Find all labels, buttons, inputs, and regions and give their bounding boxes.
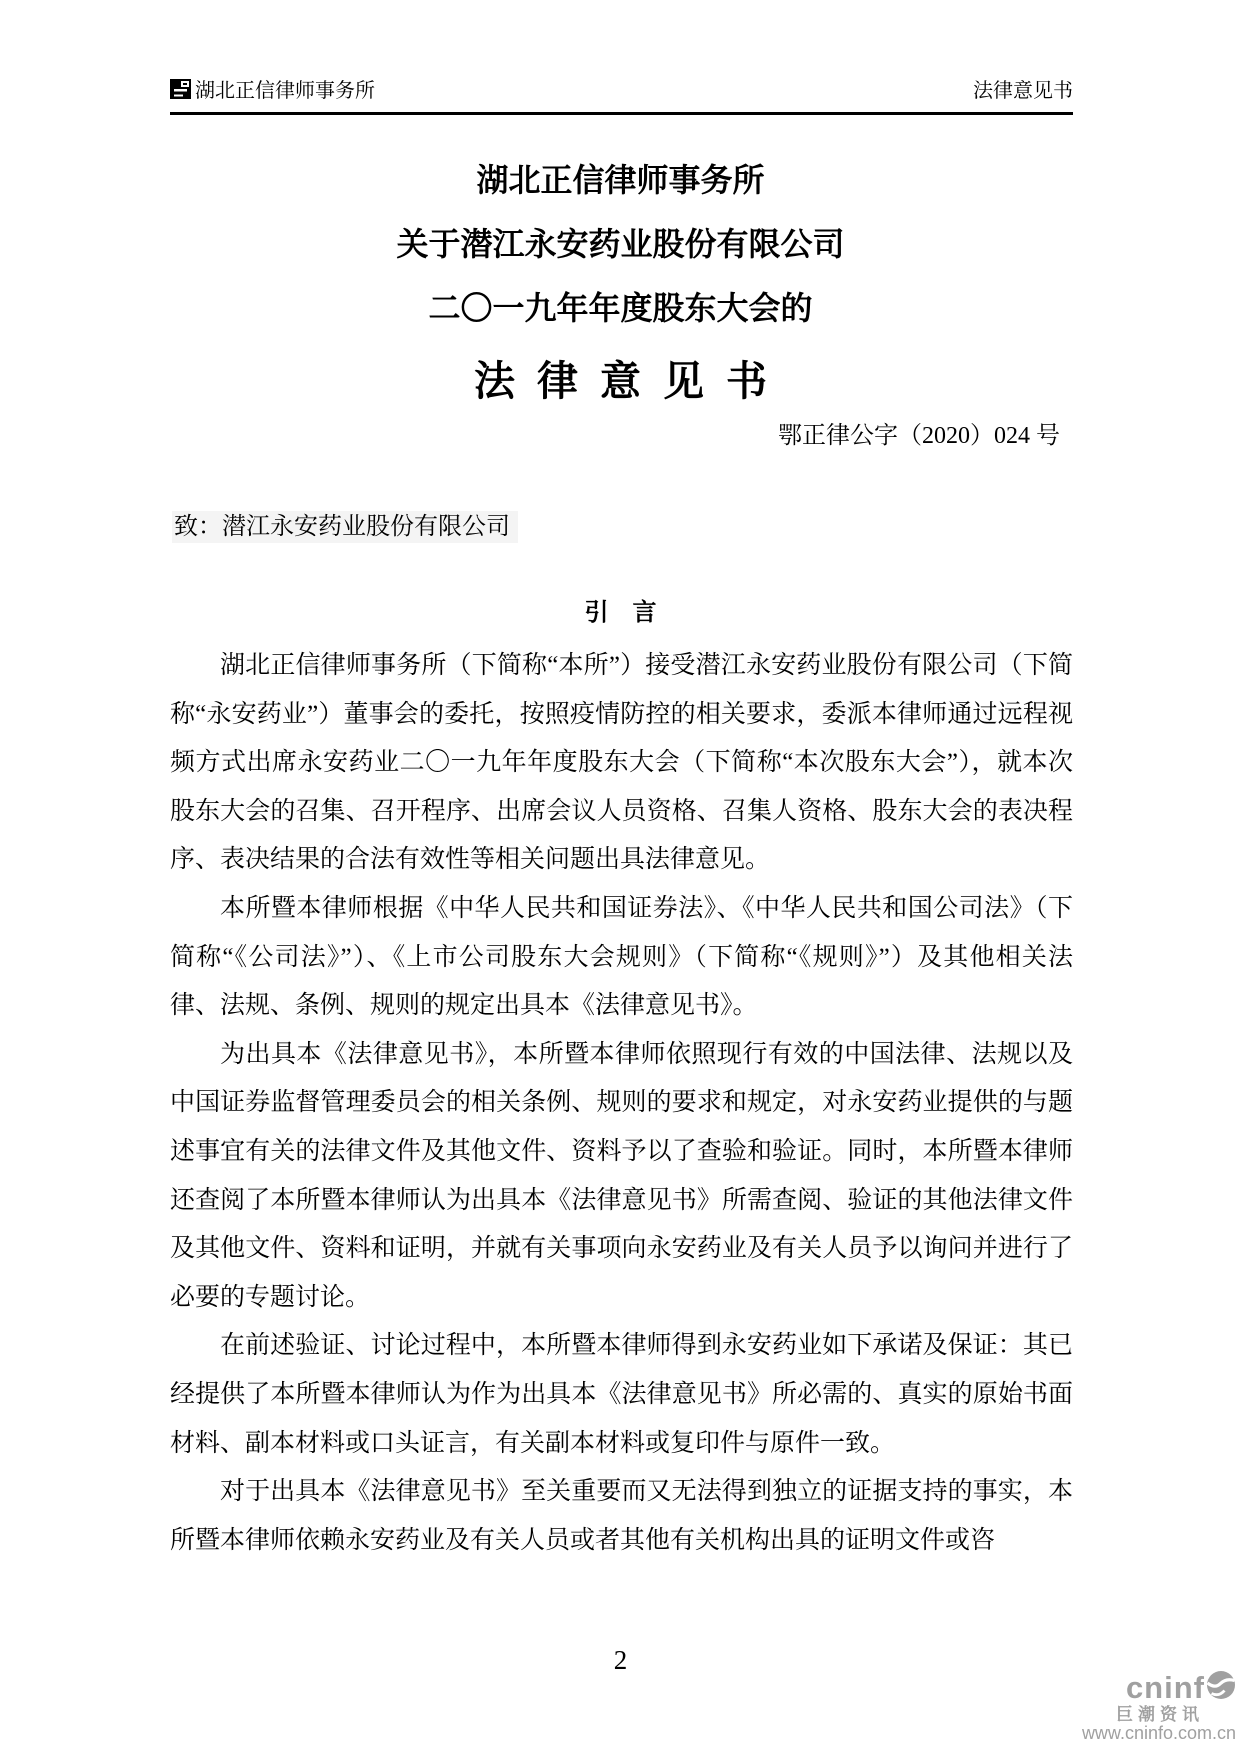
cninfo-brand-row — [1082, 1670, 1236, 1705]
title-doc-type: 法律意见书 — [474, 358, 789, 404]
cninfo-site-url: www.cninfo.com.cn — [1081, 1723, 1236, 1743]
paragraph: 本所暨本律师根据《中华人民共和国证券法》、《中华人民共和国公司法》（下简称“《公司法》”）、《上市公司股东大会规则》（下简称“《规则》”）及其他相关法律、法规、条例、规则的规定出具本《法律意见书》。 — [170, 894, 1073, 1020]
header-firm-name: 湖北正信律师事务所 — [195, 80, 375, 102]
doc-number: 鄂正律公字（2020）024 号 — [778, 423, 1060, 449]
header-firm — [170, 74, 375, 103]
cninfo-watermark — [1082, 1670, 1236, 1743]
paragraph: 对于出具本《法律意见书》至关重要而又无法得到独立的证据支持的事实，本所暨本律师依赖永安药业及有关人员或者其他有关机构出具的证明文件或咨 — [170, 1478, 1073, 1554]
title-meeting-line: 二〇一九年年度股东大会的 — [428, 290, 813, 326]
header-doc-type: 法律意见书 — [973, 80, 1073, 102]
addressee-text: 致：潜江永安药业股份有限公司 — [172, 511, 518, 543]
cninfo-site-name: 巨潮资讯 — [1116, 1705, 1204, 1724]
zhengxin-logo-icon — [170, 78, 192, 100]
cninfo-swirl-icon — [1206, 1670, 1236, 1705]
page-header — [170, 74, 1073, 103]
title-company-line: 关于潜江永安药业股份有限公司 — [396, 226, 845, 262]
body-text — [170, 642, 1073, 1565]
cninfo-brand-text: cninf — [1125, 1669, 1205, 1705]
paragraph: 在前述验证、讨论过程中，本所暨本律师得到永安药业如下承诺及保证：其已经提供了本所暨本律师认为作为出具本《法律意见书》所必需的、真实的原始书面材料、副本材料或口头证言，有关副本材料或复印件与原件一致。 — [170, 1332, 1073, 1457]
title-firm-name: 湖北正信律师事务所 — [476, 162, 765, 198]
header-rule — [170, 112, 1073, 115]
addressee-line — [172, 506, 518, 548]
title-block — [0, 148, 1241, 418]
intro-heading: 引 言 — [584, 599, 657, 626]
paragraph: 为出具本《法律意见书》，本所暨本律师依照现行有效的中国法律、法规以及中国证券监督管理委员会的相关条例、规则的要求和规定，对永安药业提供的与题述事宜有关的法律文件及其他文件、资料予以了查验和验证。同时，本所暨本律师还查阅了本所暨本律师认为出具本《法律意见书》所需查阅、验证的其他法律文件及其他文件、资料和证明，并就有关事项向永安药业及有关人员予以询问并进行了必要的专题讨论。 — [170, 1040, 1073, 1311]
paragraph: 湖北正信律师事务所（下简称“本所”）接受潜江永安药业股份有限公司（下简称“永安药业”）董事会的委托，按照疫情防控的相关要求，委派本律师通过远程视频方式出席永安药业二〇一九年年度股东大会（下简称“本次股东大会”），就本次股东大会的召集、召开程序、出席会议人员资格、召集人资格、股东大会的表决程序、表决结果的合法有效性等相关问题出具法律意见。 — [170, 652, 1073, 874]
page-number: 2 — [613, 1645, 628, 1675]
